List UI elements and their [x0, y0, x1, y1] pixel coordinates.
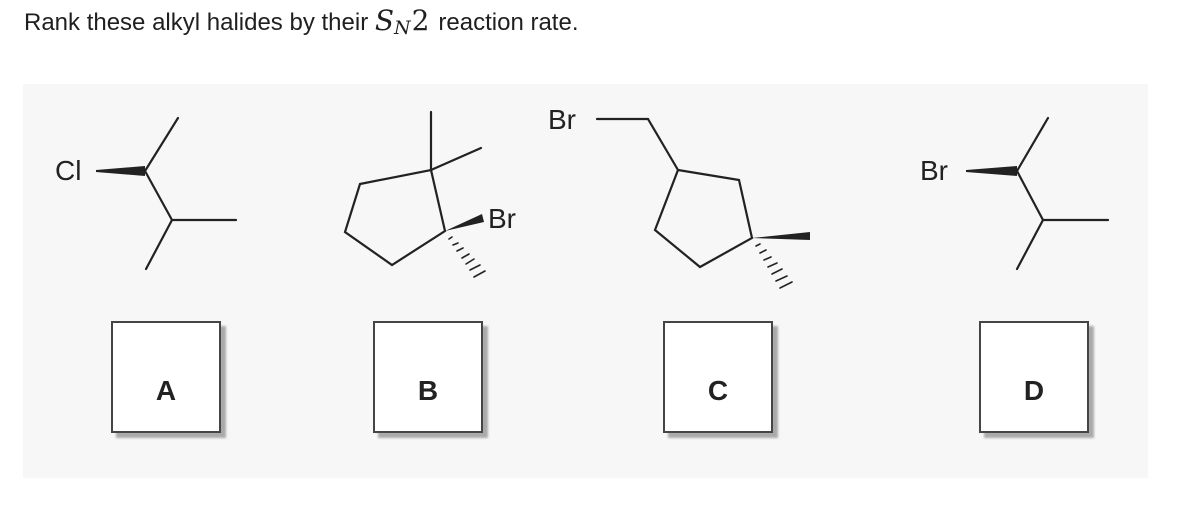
label-box-a — [112, 322, 220, 432]
molecule-a-atom-label: Cl — [55, 155, 82, 186]
label-a: A — [155, 375, 177, 406]
molecule-c-atom-label: Br — [548, 104, 576, 135]
bond — [1017, 171, 1043, 220]
cyclopentane-ring — [345, 170, 445, 265]
label-box-b — [374, 322, 482, 432]
wedge-bond — [96, 166, 145, 176]
hash-bond — [756, 244, 792, 288]
bond — [145, 118, 178, 171]
bond — [648, 119, 678, 170]
bond — [145, 171, 172, 220]
wedge-bond — [445, 214, 484, 231]
wedge-bond — [966, 166, 1017, 176]
bond — [1017, 118, 1048, 171]
wedge-bond — [752, 232, 810, 240]
bond — [431, 148, 481, 170]
question-text-before: Rank these alkyl halides by their — [24, 9, 369, 36]
label-box-d — [980, 322, 1088, 432]
label-b: B — [417, 375, 439, 406]
label-c: C — [707, 375, 729, 406]
molecule-b-atom-label: Br — [488, 203, 516, 234]
math-s: S — [374, 4, 395, 37]
bond — [146, 220, 172, 269]
cyclopentane-ring — [655, 170, 752, 267]
molecule-b — [345, 112, 516, 277]
question-text-after: reaction rate. — [438, 9, 579, 36]
molecule-a — [55, 118, 236, 269]
hash-bond — [449, 237, 485, 277]
math-n-subscript: N — [394, 17, 411, 39]
label-box-c — [664, 322, 772, 432]
bond — [1017, 220, 1043, 269]
molecule-d-atom-label: Br — [920, 155, 948, 186]
molecule-d — [920, 118, 1108, 269]
math-2: 2 — [411, 4, 430, 37]
molecule-c — [548, 104, 810, 288]
label-d: D — [1023, 375, 1045, 406]
